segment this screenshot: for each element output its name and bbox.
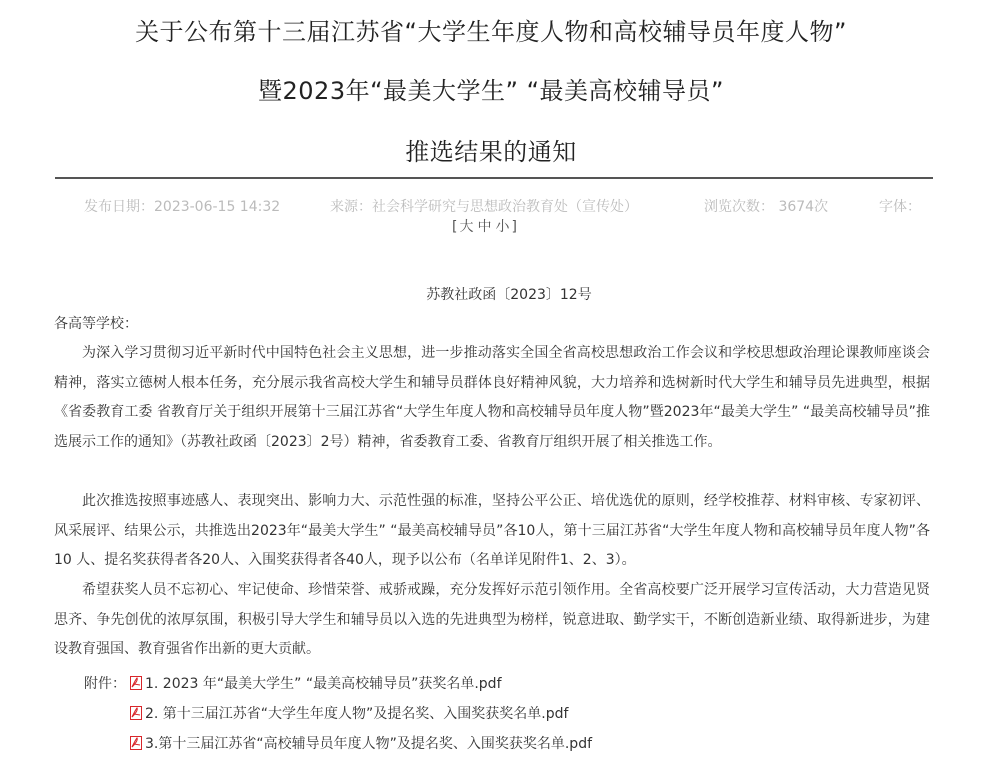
body-paragraph-1: 为深入学习贯彻习近平新时代中国特色社会主义思想，进一步推动落实全国全省高校思想政治工作会议和学校思想政治理论课教师座谈会精神，落实立德树人根本任务，充分展示我省高校大学生和辅导员群体良好精神风貌，大力培养和选树新时代大学生和辅导员先进典型，根据《省委教育工委 省教育厅关于组织开展第十三届江苏省“大学生年度人物和高校辅导员年度人物”暨2023年“最美大学生” “最美高校辅导员”推选展示工作的通知》（苏教社政函〔2023〕2号）精神，省委教育工委、省教育厅组织开展了相关推选工作。: [54, 345, 930, 450]
pdf-icon: [129, 706, 143, 720]
pdf-icon: [129, 676, 143, 690]
attachments-label: 附件：: [84, 676, 126, 692]
font-size-medium-button[interactable]: 中: [477, 219, 492, 235]
attachment-link-3[interactable]: [129, 733, 592, 753]
attachment-link-2[interactable]: [129, 703, 568, 723]
attachment-link-2-text[interactable]: 2. 第十三届江苏省“大学生年度人物”及提名奖、入围奖获奖名单.pdf: [145, 706, 569, 722]
font-size-switcher: [ 大 中 小 ]: [452, 219, 517, 235]
attachment-link-1[interactable]: [129, 673, 502, 693]
page-title-line-1: 关于公布第十三届江苏省“大学生年度人物和高校辅导员年度人物”: [135, 18, 847, 46]
attachment-link-3-text[interactable]: 3.第十三届江苏省“高校辅导员年度人物”及提名奖、入围奖获奖名单.pdf: [145, 736, 593, 752]
font-size-large-button[interactable]: 大: [459, 219, 474, 235]
greeting: 各高等学校：: [54, 316, 138, 332]
page-title-line-2: 暨2023年“最美大学生” “最美高校辅导员”: [258, 77, 724, 105]
attachment-link-1-text[interactable]: 1. 2023 年“最美大学生” “最美高校辅导员”获奖名单.pdf: [145, 676, 502, 692]
font-size-small-button[interactable]: 小: [495, 219, 510, 235]
article-source: 来源：社会科学研究与思想政治教育处（宣传处）: [330, 199, 638, 215]
pdf-icon: [129, 736, 143, 750]
body-paragraph-3: 希望获奖人员不忘初心、牢记使命、珍惜荣誉、戒骄戒躁，充分发挥好示范引领作用。全省高校要广泛开展学习宣传活动，大力营造见贤思齐、争先创优的浓厚氛围，积极引导大学生和辅导员以入选的先进典型为榜样，锐意进取、勤学实干，不断创造新业绩、取得新进步，为建设教育强国、教育强省作出新的更大贡献。: [54, 582, 930, 657]
view-count: 浏览次数： 3674次: [704, 199, 829, 215]
page-title-line-3: 推选结果的通知: [405, 138, 577, 166]
font-size-label: 字体：: [879, 199, 921, 215]
document-number: 苏教社政函〔2023〕12号: [426, 287, 592, 303]
publish-date: 发布日期：2023-06-15 14:32: [84, 199, 281, 215]
body-paragraph-2: 此次推选按照事迹感人、表现突出、影响力大、示范性强的标准，坚持公平公正、培优选优的原则，经学校推荐、材料审核、专家初评、风采展评、结果公示，共推选出2023年“最美大学生” “最美高校辅导员”各10人，第十三届江苏省“大学生年度人物和高校辅导员年度人物”各10 人、提名奖获得者各20人、入围奖获得者各40人，现予以公布（名单详见附件1、2、3）。: [54, 493, 930, 568]
title-divider: [55, 177, 933, 179]
